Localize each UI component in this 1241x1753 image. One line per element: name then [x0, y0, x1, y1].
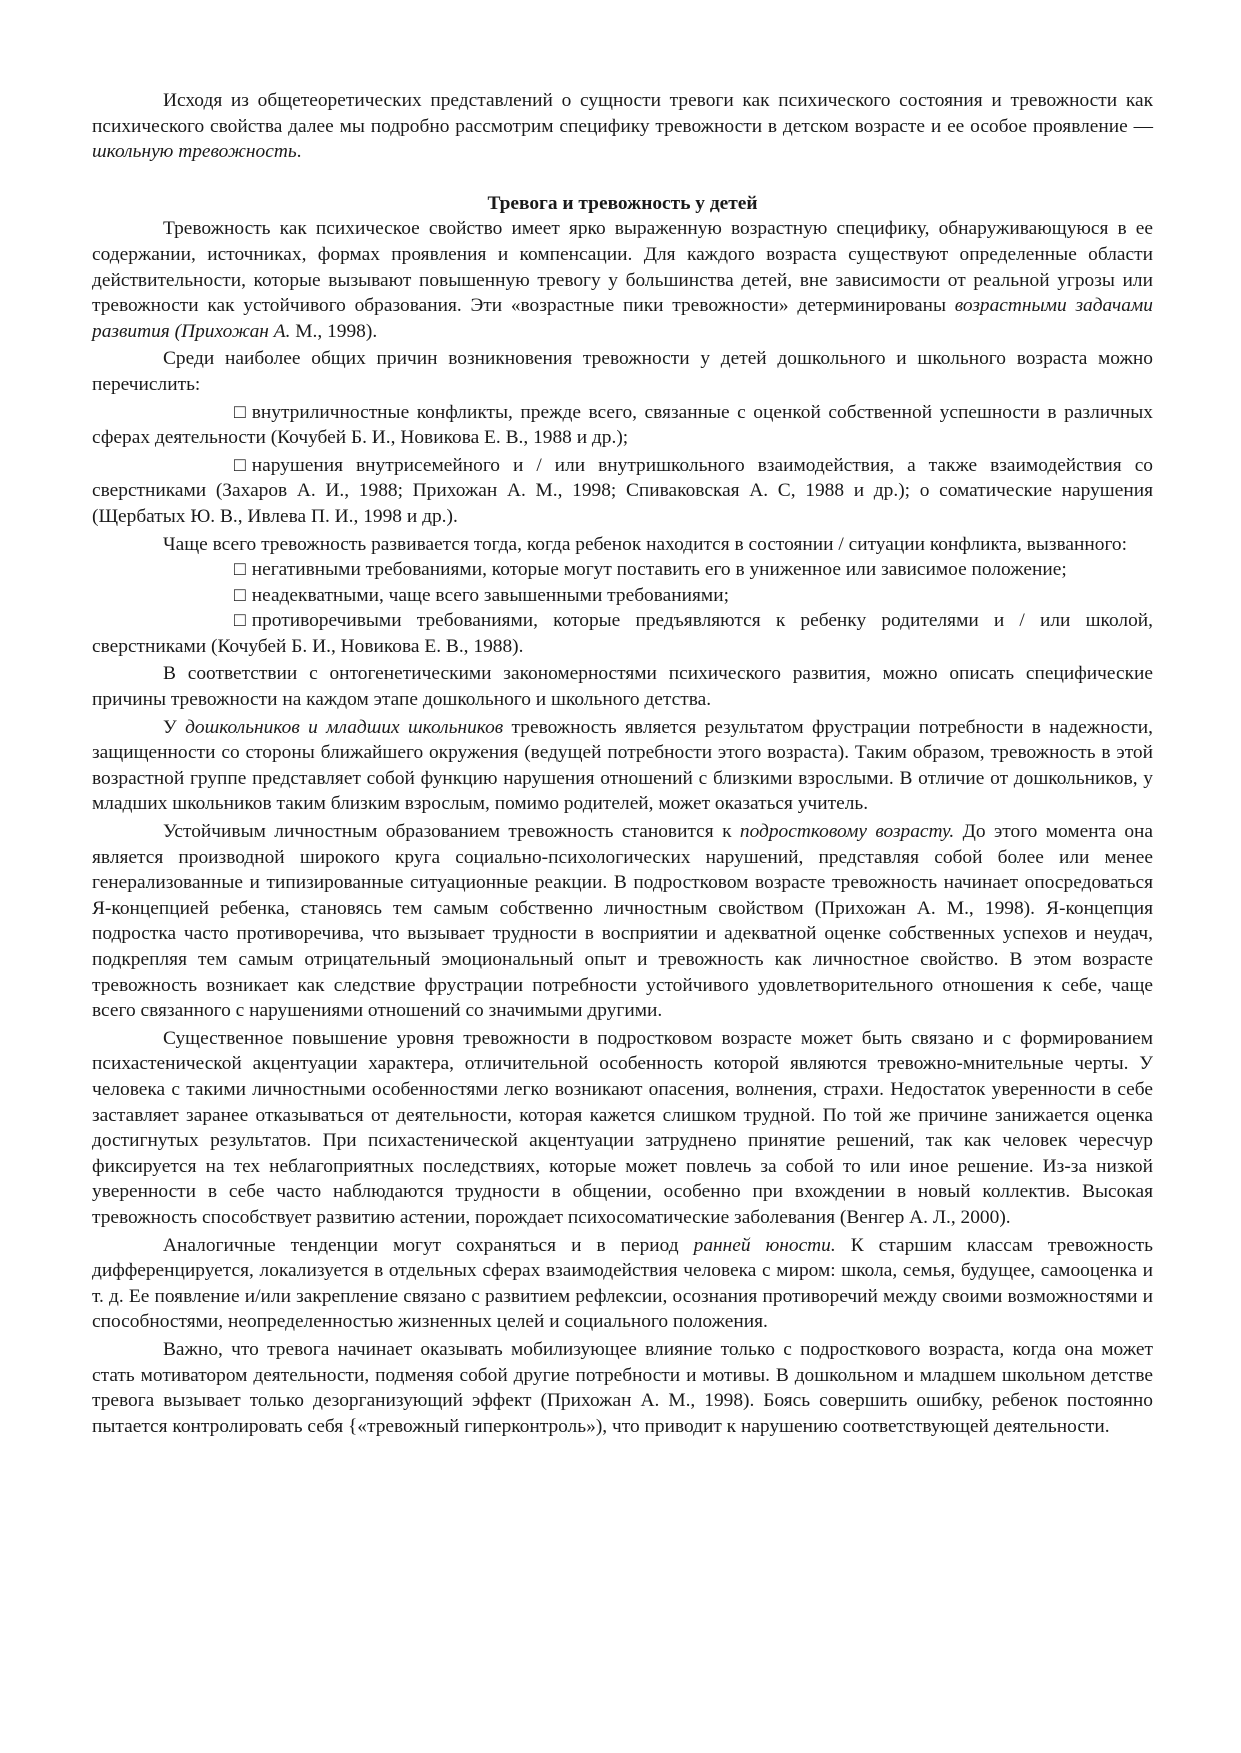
early-youth-emphasis: ранней юности.	[693, 1234, 836, 1256]
bullet-icon: □	[234, 401, 246, 423]
paragraph-mobilizing: Важно, что тревога начинает оказывать мобилизующее влияние только с подросткового возраста, когда она может стать мотиватором деятельности, подменяя собой другие потребности и мотивы. В дошкольном и младшем школьном детстве тревога вызывает только дезорганизующий эффект (Прихожан А. М., 1998). Боясь совершить ошибку, ребенок постоянно пытается контролировать себя {«тревожный гиперконтроль»), что приводит к нарушению соответствующей деятельности.	[92, 1338, 1153, 1437]
paragraph-adolescence: Устойчивым личностным образованием тревожность становится к подростковому возрасту. До этого момента она является производной широкого круга социально-психологических нарушений, представляя собой более или менее генерализованные и типизированные ситуационные реакции. В подростковом возрасте тревожность начинает опосредоваться Я-концепцией ребенка, становясь тем самым собственно личностным свойством (Прихожан А. М., 1998). Я-концепция подростка часто противоречива, что вызывает трудности в восприятии и адекватной оценке собственных успехов и неудач, подкрепляя тем самым отрицательный эмоциональный опыт и тревожность как личностное свойство. В этом возрасте тревожность возникает как следствие фрустрации потребности устойчивого удовлетворительного отношения к себе, чаще всего связанного с нарушениями отношений со значимыми другими.	[92, 821, 1153, 1022]
bullet-item: □ нарушения внутрисемейного и / или внутришкольного взаимодействия, а также взаимодействия со сверстниками (Захаров А. И., 1988; Прихожан А. М., 1998; Спиваковская А. С, 1988 и др.); о соматические нарушения (Щербатых Ю. В., Ивлева П. И., 1998 и др.).	[92, 454, 1153, 527]
paragraph-age-specifics: Тревожность как психическое свойство имеет ярко выраженную возрастную специфику, обнаруживающуюся в ее содержании, источниках, формах проявления и компенсации. Для каждого возраста существуют определенные области действительности, которые вызывают повышенную тревогу у большинства детей, вне зависимости от реальной угрозы или тревожности как устойчивого образования. Эти «возрастные пики тревожности» детерминированы возрастными задачами развития (Прихожан А. М., 1998).	[92, 218, 1153, 342]
bullet-icon: □	[234, 454, 246, 476]
bullet-item: □ внутриличностные конфликты, прежде всего, связанные с оценкой собственной успешности в различных сферах деятельности (Кочубей Б. И., Новикова Е. В., 1988 и др.);	[92, 401, 1153, 449]
section-title: Тревога и тревожность у детей	[487, 192, 758, 214]
paragraph-ontogenetic: В соответствии с онтогенетическими закономерностями психического развития, можно описать специфические причины тревожности на каждом этапе дошкольного и школьного детства.	[92, 663, 1153, 711]
bullet-item: □ неадекватными, чаще всего завышенными требованиями;	[92, 583, 1153, 609]
intro-emphasis: школьную тревожность	[92, 141, 297, 163]
age-tasks-emphasis: возрастными задачами развития (Прихожан А.	[92, 295, 1153, 342]
bullet-icon: □	[234, 610, 246, 632]
bullet-item: □ негативными требованиями, которые могут поставить его в униженное или зависимое положение;	[92, 557, 1153, 583]
adolescence-emphasis: подростковому возрасту.	[739, 821, 955, 843]
bullet-icon: □	[234, 584, 246, 606]
preschool-emphasis: дошкольников и младших школьников	[185, 716, 504, 738]
bullet-icon: □	[234, 559, 246, 581]
bullet-item: □ противоречивыми требованиями, которые предъявляются к ребенку родителями и / или школой, сверстниками (Кочубей Б. И., Новикова Е. В., 1988).	[92, 610, 1153, 657]
paragraph-early-youth: Аналогичные тенденции могут сохраняться и в период ранней юности. К старшим классам тревожность дифференцируется, локализуется в отдельных сферах взаимодействия человека с миром: школа, семья, будущее, самооценка и т. д. Ее появление и/или закрепление связано с развитием рефлексии, осознания противоречий между своими возможностями и способностями, неопределенностью жизненных целей и социального положения.	[92, 1234, 1153, 1333]
document-page	[92, 88, 1153, 1439]
paragraph-causes-intro: Среди наиболее общих причин возникновения тревожности у детей дошкольного и школьного возраста можно перечислить:	[92, 348, 1153, 395]
paragraph-preschool: У дошкольников и младших школьников тревожность является результатом фрустрации потребности в надежности, защищенности со стороны ближайшего окружения (ведущей потребности этого возраста). Таким образом, тревожность в этой возрастной группе представляет собой функцию нарушения отношений с близкими взрослыми. В отличие от дошкольников, у младших школьников таким близким взрослым, помимо родителей, может оказаться учитель.	[92, 716, 1153, 815]
intro-paragraph: Исходя из общетеоретических представлений о сущности тревоги как психического состояния и тревожности как психического свойства далее мы подробно рассмотрим специфику тревожности в детском возрасте и ее особое проявление — школьную тревожность.	[92, 90, 1153, 163]
paragraph-psychasthenic: Существенное повышение уровня тревожности в подростковом возрасте может быть связано и с формированием психастенической акцентуации характера, отличительной особенность которой являются тревожно-мнительные черты. У человека с такими личностными особенностями легко возникают опасения, волнения, страхи. Недостаток уверенности в себе заставляет заранее отказываться от деятельности, которая кажется слишком трудной. По той же причине занижается оценка достигнутых результатов. При психастенической акцентуации затруднено принятие решений, так как человек чересчур фиксируется на тех неблагоприятных последствиях, которые может повлечь за собой то или иное решение. Из-за низкой уверенности в себе часто наблюдаются трудности в общении, особенно при вхождении в новый коллектив. Высокая тревожность способствует развитию астении, порождает психосоматические заболевания (Венгер А. Л., 2000).	[92, 1027, 1153, 1228]
paragraph-conflict-intro: Чаще всего тревожность развивается тогда, когда ребенок находится в состоянии / ситуации конфликта, вызванного:	[163, 533, 1127, 555]
